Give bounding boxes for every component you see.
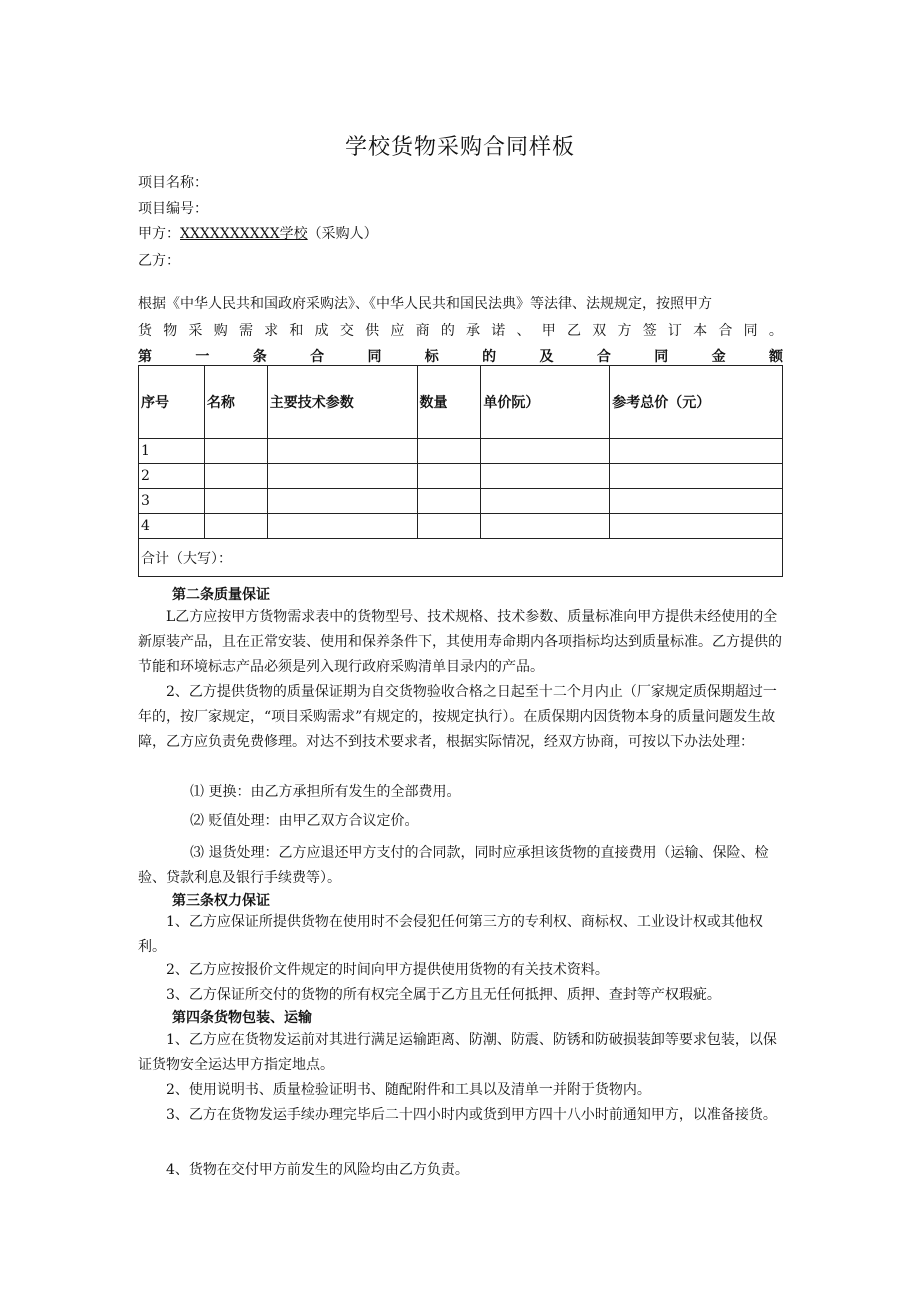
cell[interactable] — [481, 514, 610, 539]
cell[interactable] — [481, 439, 610, 464]
cell[interactable] — [417, 439, 481, 464]
intro-line-2-char: 承 — [466, 323, 481, 339]
article-3-heading: 第三条权力保证 — [172, 893, 270, 909]
table-row — [139, 489, 783, 514]
intro-line-2-char: 需 — [238, 323, 253, 339]
project-name-label: 项目名称： — [138, 175, 208, 191]
cell[interactable] — [204, 464, 267, 489]
article-2-heading: 第二条质量保证 — [172, 587, 270, 603]
article-2-item-2: ⑵ 贬值处理：由甲乙双方合议定价。 — [190, 813, 419, 829]
article-1-heading-char: 合 — [596, 349, 611, 365]
party-a-suffix: （采购人） — [307, 226, 378, 242]
cell[interactable] — [204, 514, 267, 539]
total-amount-label: 合计（大写）： — [139, 539, 783, 577]
cell[interactable] — [267, 514, 417, 539]
article-1-heading-char: 的 — [482, 349, 497, 365]
cell[interactable] — [610, 439, 783, 464]
article-1-heading-char: 合 — [310, 349, 325, 365]
article-3-paragraph-3: 3、乙方保证所交付的货物的所有权完全属于乙方且无任何抵押、质押、查封等产权瑕疵。 — [166, 987, 721, 1003]
intro-line-2-char: 。 — [768, 323, 783, 339]
article-1-heading-char: 同 — [367, 349, 382, 365]
intro-line-2-char: 乙 — [566, 323, 581, 339]
party-a-prefix: 甲方： — [138, 226, 180, 242]
row-index: 2 — [139, 464, 205, 489]
intro-line-2-char: 成 — [314, 323, 329, 339]
intro-line-2-char: 和 — [289, 323, 304, 339]
article-4-paragraph-1: 1、乙方应在货物发运前对其进行满足运输距离、防潮、防震、防锈和防破损装卸等要求包装，以保证货物安全运达甲方指定地点。 — [138, 1032, 777, 1073]
header-quantity: 数量 — [417, 366, 481, 439]
article-1-heading-char: 一 — [195, 349, 210, 365]
header-name: 名称 — [204, 366, 267, 439]
header-specs: 主要技术参数 — [267, 366, 417, 439]
article-3-paragraph-1: 1、乙方应保证所提供货物在使用时不会侵犯任何第三方的专利权、商标权、工业设计权或其他权利。 — [138, 914, 763, 955]
intro-line-1: 根据《中华人民共和国政府采购法》、《中华人民共和国民法典》等法律、法规规定，按照甲方 — [138, 296, 712, 312]
intro-line-2-char: 同 — [743, 323, 758, 339]
article-2-item-1: ⑴ 更换：由乙方承担所有发生的全部费用。 — [190, 784, 461, 800]
intro-line-2-char: 采 — [188, 323, 203, 339]
article-1-heading-char: 标 — [424, 349, 439, 365]
header-index: 序号 — [139, 366, 205, 439]
cell[interactable] — [267, 464, 417, 489]
intro-line-2-char: 商 — [415, 323, 430, 339]
intro-line-2-char: 应 — [390, 323, 405, 339]
table-total-row — [139, 539, 783, 577]
project-no-label: 项目编号： — [138, 201, 208, 217]
goods-table — [138, 365, 783, 577]
intro-line-2-char: 货 — [138, 323, 152, 339]
article-1-heading-char: 额 — [768, 349, 783, 365]
intro-line-2-char: 双 — [592, 323, 607, 339]
cell[interactable] — [204, 439, 267, 464]
intro-line-2-char: 求 — [264, 323, 279, 339]
intro-line-2-char: 签 — [642, 323, 657, 339]
intro-line-2-char: 本 — [693, 323, 708, 339]
cell[interactable] — [417, 514, 481, 539]
cell[interactable] — [610, 514, 783, 539]
cell[interactable] — [417, 489, 481, 514]
cell[interactable] — [481, 464, 610, 489]
table-header-row — [139, 366, 783, 439]
row-index: 3 — [139, 489, 205, 514]
cell[interactable] — [417, 464, 481, 489]
cell[interactable] — [610, 464, 783, 489]
party-a-name: XXXXXXXXXX学校 — [180, 226, 308, 242]
row-index: 1 — [139, 439, 205, 464]
intro-line-2-char: 诺 — [491, 323, 506, 339]
article-1-heading — [138, 346, 783, 366]
cell[interactable] — [204, 489, 267, 514]
document-title: 学校货物采购合同样板 — [344, 135, 575, 160]
cell[interactable] — [481, 489, 610, 514]
intro-line-2-char: 物 — [163, 323, 178, 339]
article-1-heading-char: 第 — [138, 349, 152, 365]
intro-line-2-char: 交 — [339, 323, 354, 339]
party-b-label: 乙方： — [138, 253, 180, 269]
party-a-line — [138, 223, 378, 243]
table-row — [139, 464, 783, 489]
article-4-heading: 第四条货物包装、运输 — [172, 1010, 312, 1026]
intro-line-2-char: 合 — [718, 323, 733, 339]
cell[interactable] — [267, 489, 417, 514]
article-2-item-3: ⑶ 退货处理：乙方应退还甲方支付的合同款，同时应承担该货物的直接费用（运输、保险、检验、贷款利息及银行手续费等）。 — [138, 845, 769, 886]
intro-line-2-char: 方 — [617, 323, 632, 339]
article-1-heading-char: 同 — [654, 349, 669, 365]
article-4-paragraph-4: 4、货物在交付甲方前发生的风险均由乙方负责。 — [166, 1162, 469, 1178]
intro-line-2-char: 的 — [440, 323, 455, 339]
article-3-paragraph-2: 2、乙方应按报价文件规定的时间向甲方提供使用货物的有关技术资料。 — [166, 962, 609, 978]
header-total-price: 参考总价（元） — [610, 366, 783, 439]
article-2-paragraph-2: 2、乙方提供货物的质量保证期为自交货物验收合格之日起至十二个月内止（厂家规定质保期超过一年的，按厂家规定，“项目采购需求”有规定的，按规定执行）。在质保期内因货物本身的质量问题发生故障，乙方应负责免费修理。对达不到技术要求者，根据实际情况，经双方协商，可按以下办法处理： — [138, 684, 777, 750]
table-row — [139, 439, 783, 464]
intro-line-2-char: 、 — [516, 323, 531, 339]
intro-line-2 — [138, 320, 783, 340]
intro-line-2-char: 订 — [667, 323, 682, 339]
article-1-heading-char: 条 — [252, 349, 267, 365]
article-1-heading-char: 及 — [539, 349, 554, 365]
article-4-paragraph-3: 3、乙方在货物发运手续办理完毕后二十四小时内或货到甲方四十八小时前通知甲方，以准备接货。 — [166, 1107, 777, 1123]
intro-line-2-char: 甲 — [541, 323, 556, 339]
cell[interactable] — [267, 439, 417, 464]
article-2-paragraph-1: L乙方应按甲方货物需求表中的货物型号、技术规格、技术参数、质量标准向甲方提供未经使用的全新原装产品，且在正常安装、使用和保养条件下，其使用寿命期内各项指标均达到质量标准。乙方提供的节能和环境标志产品必须是列入现行政府采购清单目录内的产品。 — [138, 609, 782, 675]
intro-line-2-char: 供 — [365, 323, 380, 339]
row-index: 4 — [139, 514, 205, 539]
header-unit-price: 单价阮） — [481, 366, 610, 439]
table-row — [139, 514, 783, 539]
article-1-heading-char: 金 — [711, 349, 726, 365]
cell[interactable] — [610, 489, 783, 514]
article-4-paragraph-2: 2、使用说明书、质量检验证明书、随配附件和工具以及清单一并附于货物内。 — [166, 1082, 651, 1098]
intro-line-2-char: 购 — [213, 323, 228, 339]
